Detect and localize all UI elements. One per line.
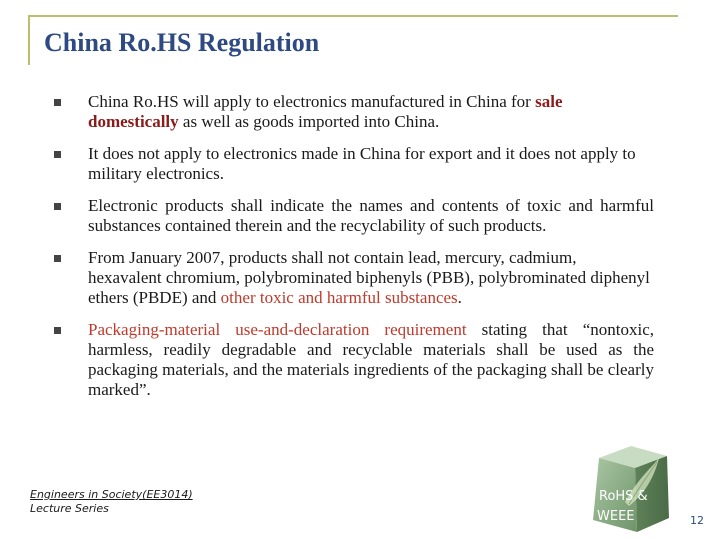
bullet-square-icon (54, 99, 61, 106)
bullet-text: stating that “nontoxic, harmless, readily degradable and recyclable materials shall be used as the packaging materials, and the materials ingredients of the packaging shall be clearly marked”. (88, 320, 654, 399)
rohs-weee-logo-icon (585, 440, 675, 536)
title-frame-left-rule (28, 15, 30, 65)
bullet-text: China Ro.HS will apply to electronics manufactured in China for (88, 92, 536, 111)
bullet-text: From January 2007, products shall not contain lead, mercury, cadmium, hexavalent chromium, polybrominated biphenyls (PBB), polybrominated diphenyl ethers (PBDE) and (88, 248, 650, 307)
logo-text-line2: WEEE (597, 509, 635, 524)
bullet-square-icon (54, 327, 61, 334)
bullet-emphasis: sale domestically (88, 92, 563, 131)
bullet-item-2 (54, 144, 654, 184)
bullet-item-1 (54, 92, 654, 132)
bullet-emphasis: other toxic and harmful substances (220, 288, 458, 307)
title-frame-top-rule (28, 15, 678, 17)
page-number: 12 (690, 514, 704, 527)
footer-series-label: Lecture Series (30, 502, 109, 515)
footer-course-title: Engineers in Society(EE3014) (30, 488, 193, 501)
bullet-text: . (457, 288, 462, 307)
bullet-text: It does not apply to electronics made in China for export and it does not apply to military electronics. (88, 144, 636, 183)
footer-course-info (30, 488, 193, 516)
bullet-item-3 (54, 196, 654, 236)
bullet-emphasis: Packaging-material use-and-declaration requirement (88, 320, 467, 339)
bullet-square-icon (54, 151, 61, 158)
bullet-text: as well as goods imported into China. (178, 112, 440, 131)
logo-text-line1: RoHS & (599, 489, 648, 504)
bullet-list (54, 92, 654, 412)
bullet-square-icon (54, 255, 61, 262)
bullet-square-icon (54, 203, 61, 210)
slide-title: China Ro.HS Regulation (44, 28, 320, 57)
bullet-item-4 (54, 248, 654, 308)
bullet-item-5 (54, 320, 654, 400)
bullet-text: Electronic products shall indicate the names and contents of toxic and harmful substances contained therein and the recyclability of such products. (88, 196, 654, 235)
